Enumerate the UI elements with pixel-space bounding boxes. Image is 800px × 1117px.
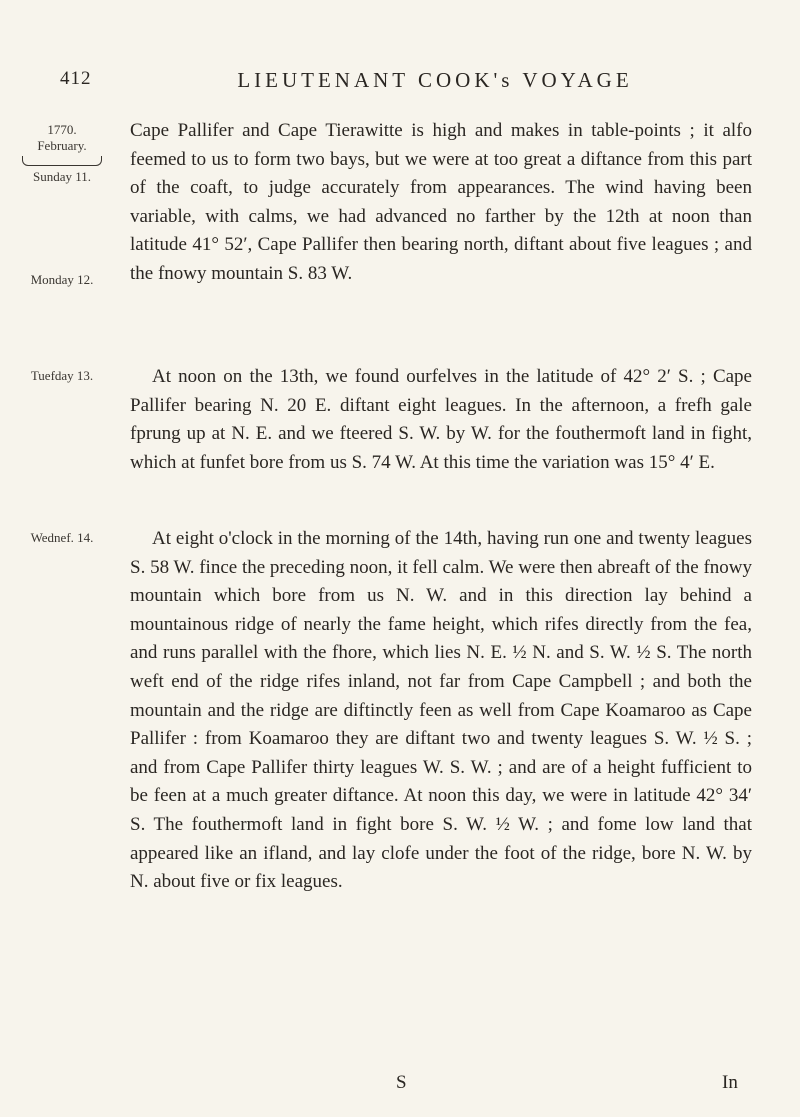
paragraph-3: At eight o'clock in the morning of the 14th, having run one and twenty leagues S. 58 W. fince the preceding noon, it fell calm. We were then abreaft of the fnowy mountain which bore from us N. W. and in this direction lay behind a mountainous ridge of nearly the fame height, which rifes directly from the fea, and runs parallel with the fhore, which lies N. E. ½ N. and S. W. ½ S. The north weft end of the ridge rifes inland, not far from Cape Campbell ; and both the mountain and the ridge are diftinctly feen as well from Cape Koamaroo as Cape Pallifer : from Koamaroo they are diftant two and twenty leagues S. W. ½ S. ; and from Cape Pallifer thirty leagues W. S. W. ; and are of a height fufficient to be feen at a much greater diftance. At noon this day, we were in latitude 42° 34′ S. The fouthermoft land in fight bore S. W. ½ W. ; and fome low land that appeared like an ifland, and lay clofe under the foot of the ridge, bore N. W. by N. about five or fix leagues. bbox=[130, 528, 752, 893]
page-header bbox=[60, 68, 750, 108]
margin-brace bbox=[22, 156, 102, 166]
running-title: LIEUTENANT COOK's VOYAGE bbox=[237, 68, 633, 92]
margin-month: February. bbox=[37, 138, 87, 153]
paragraph-2: At noon on the 13th, we found ourfelves in the latitude of 42° 2′ S. ; Cape Pallifer bearing N. 20 E. diftant eight leagues. In the afternoon, a frefh gale fprung up at N. E. and we fteered S. W. by W. for the fouthermoft land in fight, which at funfet bore from us S. 74 W. At this time the variation was 15° 4′ E. bbox=[130, 366, 752, 473]
catchword: In bbox=[722, 1072, 738, 1093]
margin-monday: Monday 12. bbox=[30, 272, 94, 287]
margin-tuesday: Tuefday 13. bbox=[30, 368, 94, 383]
paragraph-1: Cape Pallifer and Cape Tierawitte is high and makes in table-points ; it alfo feemed to us to form two bays, but we were at too great a diftance from this part of the coaft, to judge accurately from appearances. The wind having been variable, with calms, we had advanced no farther by the 12th at noon than latitude 41° 52′, Cape Pallifer then bearing north, diftant about five leagues ; and the fnowy mountain S. 83 W. bbox=[130, 120, 752, 284]
page-number: 412 bbox=[60, 68, 92, 89]
margin-sunday: Sunday 11. bbox=[32, 169, 92, 184]
margin-date-february bbox=[12, 122, 112, 185]
margin-wednesday: Wednef. 14. bbox=[30, 530, 94, 545]
signature-mark: S bbox=[396, 1072, 407, 1093]
margin-year: 1770. bbox=[47, 122, 77, 137]
